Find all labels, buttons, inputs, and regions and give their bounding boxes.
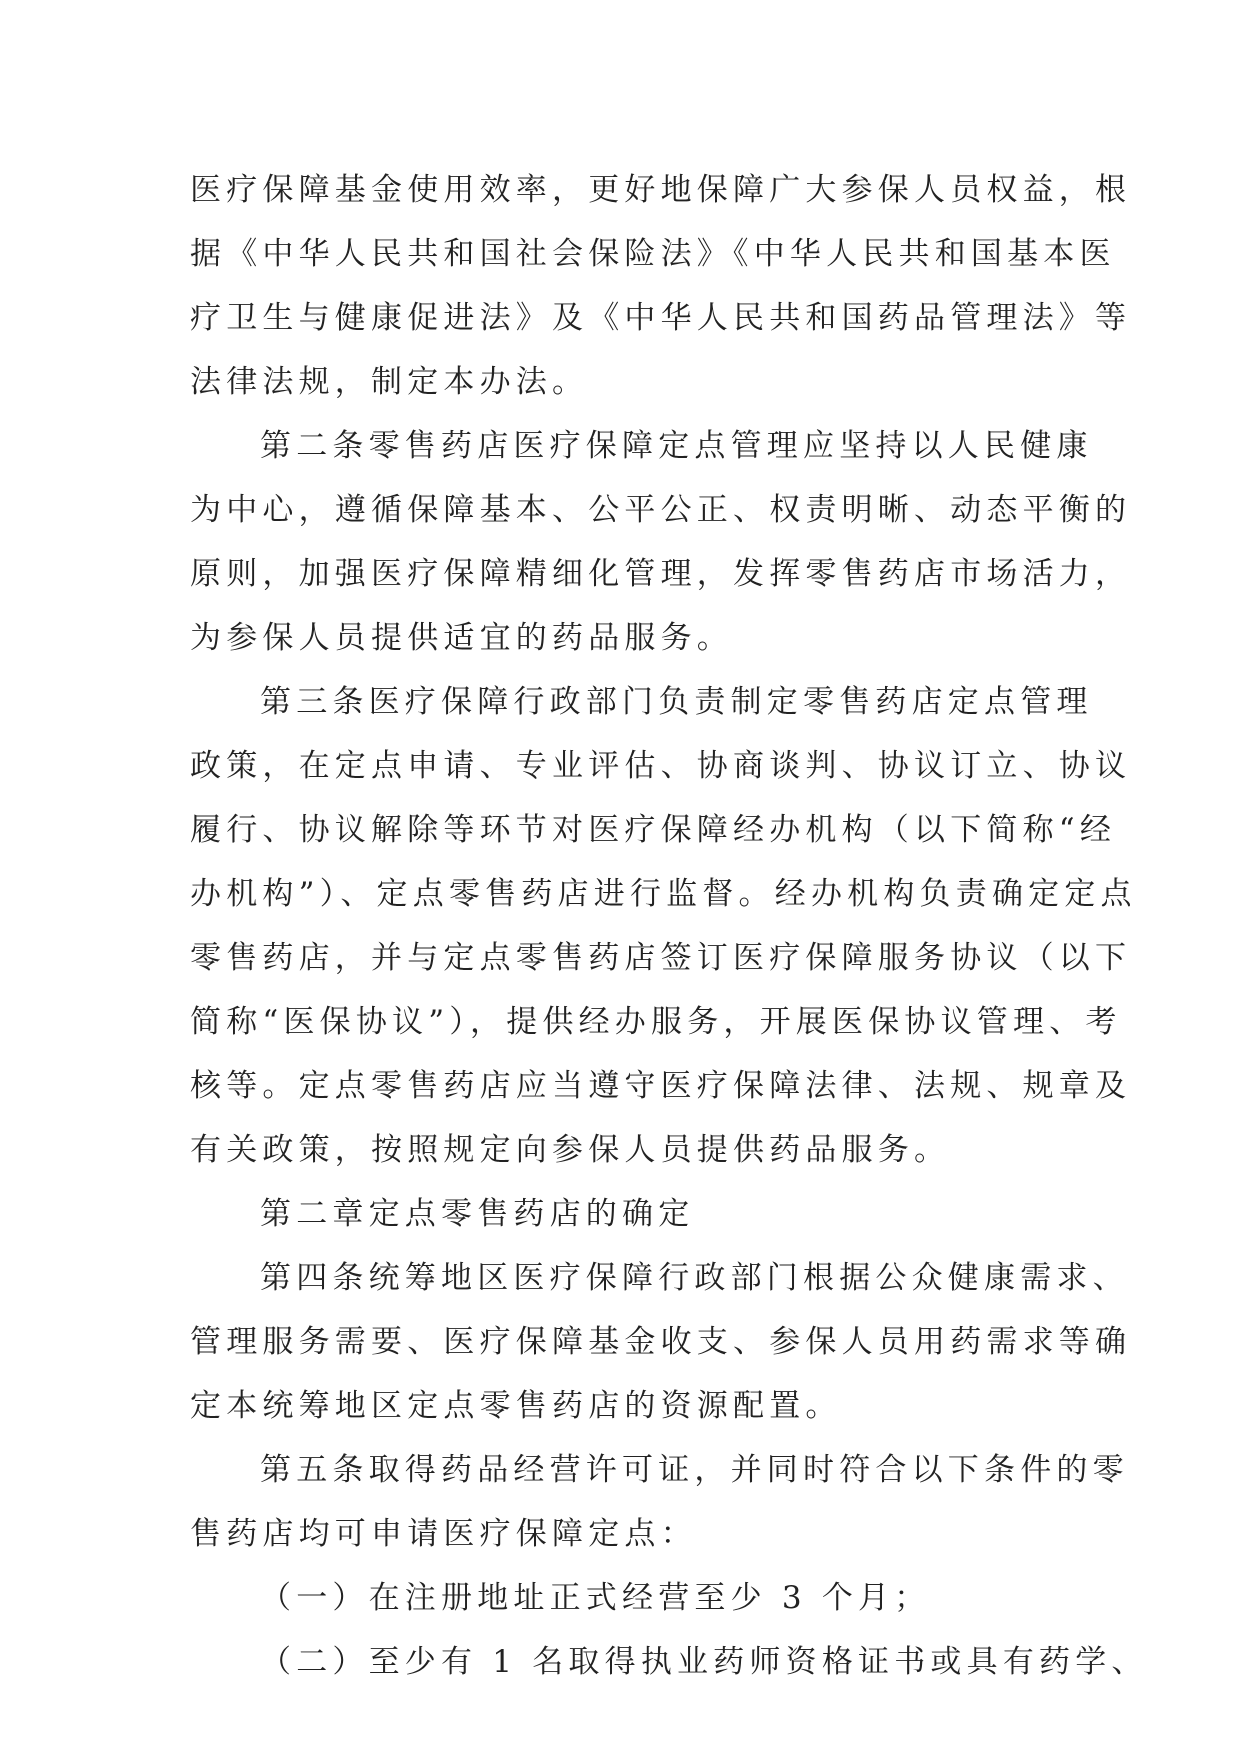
text-line: 售药店均可申请医疗保障定点： xyxy=(190,1516,697,1552)
text-line: 第三条医疗保障行政部门负责制定零售药店定点管理 xyxy=(260,684,1093,720)
text-line: 办机构”）、定点零售药店进行监督。经办机构负责确定定点 xyxy=(190,876,1137,912)
text-line: 管理服务需要、医疗保障基金收支、参保人员用药需求等确 xyxy=(190,1324,1132,1360)
text-line: 原则，加强医疗保障精细化管理，发挥零售药店市场活力， xyxy=(190,556,1132,592)
text-line: 零售药店，并与定点零售药店签订医疗保障服务协议（以下 xyxy=(190,940,1132,976)
chapter-heading: 第二章定点零售药店的确定 xyxy=(260,1196,695,1232)
list-item: （二）至少有 1 名取得执业药师资格证书或具有药学、 xyxy=(260,1644,1148,1680)
text-line: 疗卫生与健康促进法》及《中华人民共和国药品管理法》等 xyxy=(190,300,1132,336)
text-line: 为参保人员提供适宜的药品服务。 xyxy=(190,620,733,656)
text-line: 定本统筹地区定点零售药店的资源配置。 xyxy=(190,1388,842,1424)
text-line: 据《中华人民共和国社会保险法》《中华人民共和国基本医 xyxy=(190,236,1116,272)
text-line: 第五条取得药品经营许可证，并同时符合以下条件的零 xyxy=(260,1452,1129,1488)
document-body xyxy=(190,158,1148,1694)
text-line: 有关政策，按照规定向参保人员提供药品服务。 xyxy=(190,1132,951,1168)
text-line: 履行、协议解除等环节对医疗保障经办机构（以下简称“经 xyxy=(190,812,1117,848)
text-line: 第二条零售药店医疗保障定点管理应坚持以人民健康 xyxy=(260,428,1093,464)
text-line: 医疗保障基金使用效率，更好地保障广大参保人员权益，根 xyxy=(190,172,1132,208)
text-line: 法律法规，制定本办法。 xyxy=(190,364,589,400)
text-line: 政策，在定点申请、专业评估、协商谈判、协议订立、协议 xyxy=(190,748,1132,784)
list-item: （一）在注册地址正式经营至少 3 个月； xyxy=(260,1580,931,1616)
text-line: 第四条统筹地区医疗保障行政部门根据公众健康需求、 xyxy=(260,1260,1129,1296)
text-line: 简称“医保协议”），提供经办服务，开展医保协议管理、考 xyxy=(190,1004,1122,1040)
text-line: 为中心，遵循保障基本、公平公正、权责明晰、动态平衡的 xyxy=(190,492,1132,528)
text-line: 核等。定点零售药店应当遵守医疗保障法律、法规、规章及 xyxy=(190,1068,1132,1104)
